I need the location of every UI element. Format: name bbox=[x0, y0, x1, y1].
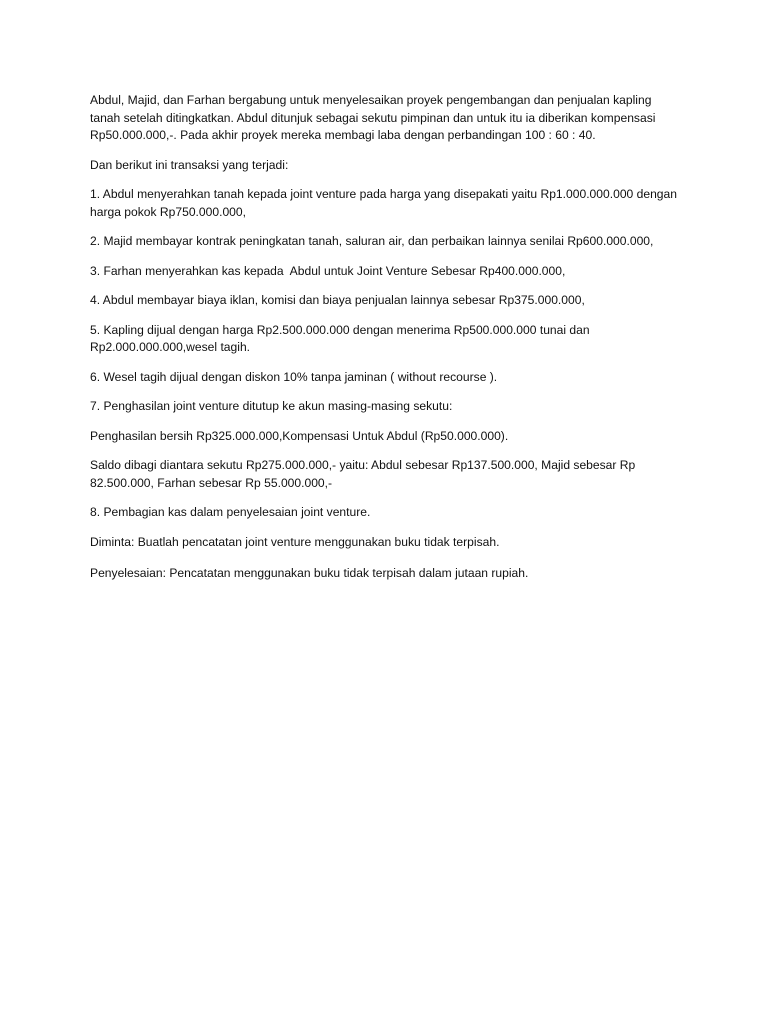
transaction-7: 7. Penghasilan joint venture ditutup ke akun masing-masing sekutu: bbox=[90, 399, 453, 413]
transaction-4: 4. Abdul membayar biaya iklan, komisi dan biaya penjualan lainnya sebesar Rp375.000.000, bbox=[90, 293, 585, 307]
transaction-8: 8. Pembagian kas dalam penyelesaian joint venture. bbox=[90, 505, 371, 519]
transaction-1: 1. Abdul menyerahkan tanah kepada joint venture pada harga yang disepakati yaitu Rp1.000.000.000 dengan harga pokok Rp750.000.000, bbox=[90, 187, 681, 219]
transactions-heading: Dan berikut ini transaksi yang terjadi: bbox=[90, 157, 289, 172]
transaction-2: 2. Majid membayar kontrak peningkatan tanah, saluran air, dan perbaikan lainnya senilai Rp600.000.000, bbox=[90, 234, 654, 248]
intro-paragraph: Abdul, Majid, dan Farhan bergabung untuk menyelesaikan proyek pengembangan dan penjualan kapling tanah setelah ditingkatkan. Abdul ditunjuk sebagai sekutu pimpinan dan untuk itu ia diberikan kompensasi Rp50.000.000,-. Pada akhir proyek mereka membagi laba dengan perbandingan 100 : 60 : 40. bbox=[90, 93, 659, 142]
solution-line: Penyelesaian: Pencatatan menggunakan buku tidak terpisah dalam jutaan rupiah. bbox=[90, 566, 529, 580]
transaction-5: 5. Kapling dijual dengan harga Rp2.500.000.000 dengan menerima Rp500.000.000 tunai dan Rp2.000.000.000,wesel tagih. bbox=[90, 322, 593, 354]
transaction-3: 3. Farhan menyerahkan kas kepada Abdul untuk Joint Venture Sebesar Rp400.000.000, bbox=[90, 263, 566, 278]
net-income-line: Penghasilan bersih Rp325.000.000,Kompensasi Untuk Abdul (Rp50.000.000). bbox=[90, 428, 509, 443]
requirement-line: Diminta: Buatlah pencatatan joint venture menggunakan buku tidak terpisah. bbox=[90, 534, 500, 549]
document-body bbox=[90, 92, 680, 595]
balance-distribution-line: Saldo dibagi diantara sekutu Rp275.000.000,- yaitu: Abdul sebesar Rp137.500.000, Majid sebesar Rp 82.500.000, Farhan sebesar Rp 55.000.000,- bbox=[90, 458, 639, 490]
transaction-6: 6. Wesel tagih dijual dengan diskon 10% tanpa jaminan ( without recourse ). bbox=[90, 369, 498, 384]
